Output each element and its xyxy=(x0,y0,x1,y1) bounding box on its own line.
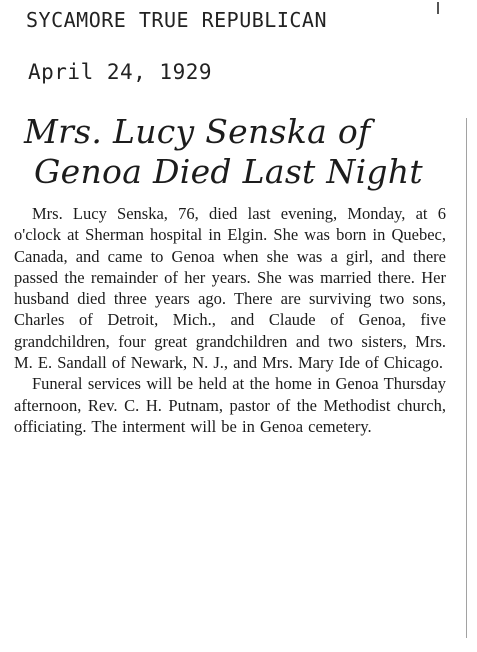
headline-line-1: Mrs. Lucy Senska of xyxy=(24,112,371,151)
clipping-edge-mark xyxy=(437,2,439,14)
headline-line-2: Genoa Died Last Night xyxy=(34,152,423,191)
article-body xyxy=(14,203,446,437)
publication-name: SYCAMORE TRUE REPUBLICAN xyxy=(26,8,327,32)
article-paragraph: Mrs. Lucy Senska, 76, died last evening, Monday, at 6 o'clock at Sherman hospital in Elgin. She was born in Quebec, Canada, and came to Genoa when she was a girl, and there passed the remainder of her years. She was married there. Her husband died three years ago. There are surviving two sons, Charles of Detroit, Mich., and Claude of Genoa, five grandchildren, four great grandchildren and two sisters, Mrs. M. E. Sandall of Newark, N. J., and Mrs. Mary Ide of Chicago. xyxy=(14,204,446,373)
publication-date: April 24, 1929 xyxy=(28,60,213,84)
article-paragraph: Funeral services will be held at the home in Genoa Thursday afternoon, Rev. C. H. Putnam, pastor of the Methodist church, officiating. The interment will be in Genoa cemetery. xyxy=(14,374,446,436)
clipping-column-rule xyxy=(466,118,467,638)
